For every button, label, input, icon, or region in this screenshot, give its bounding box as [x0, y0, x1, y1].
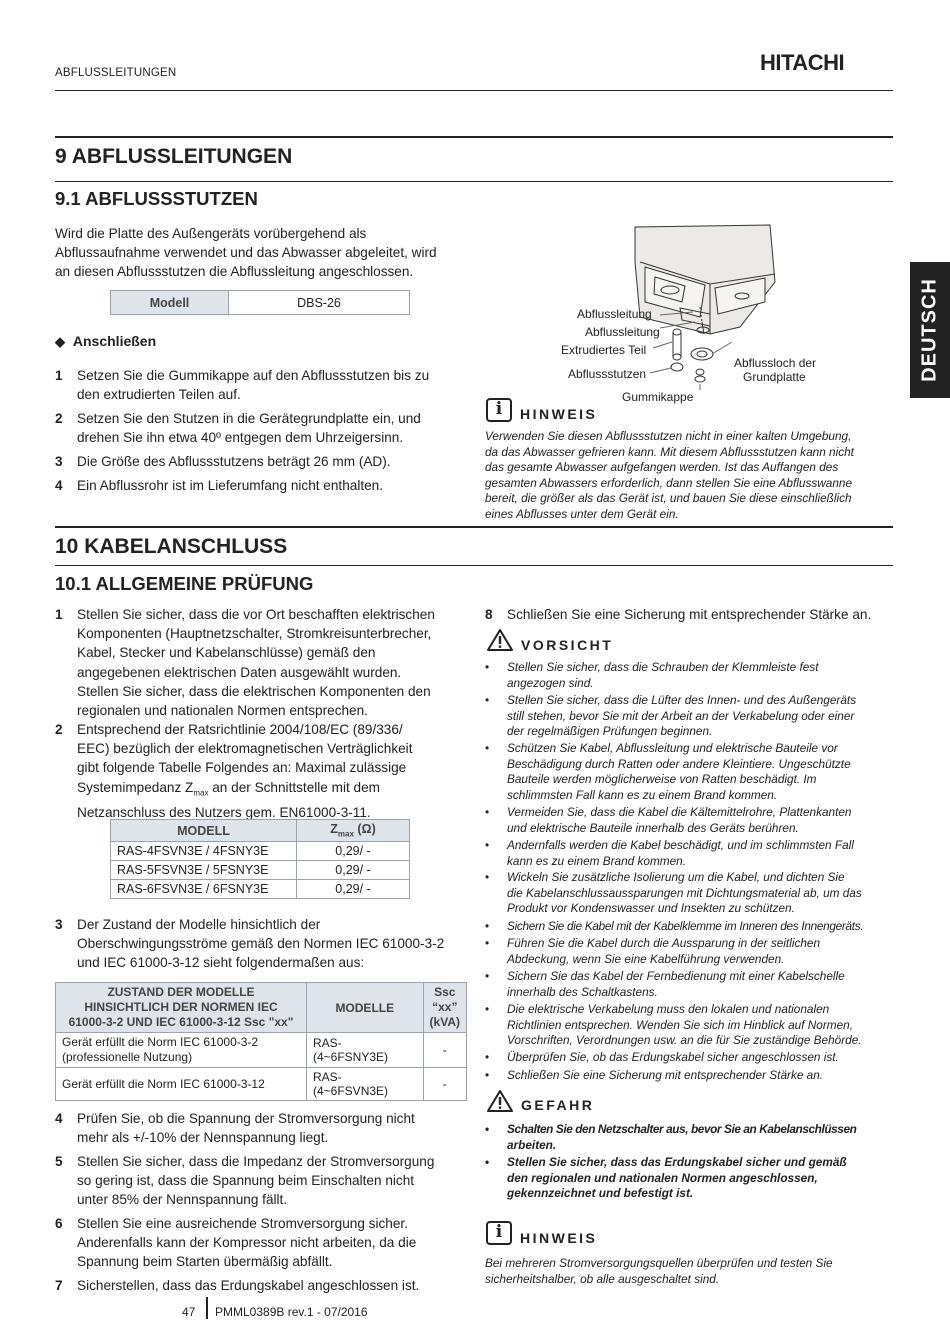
label-drain-pipe-2: Abflussleitung [585, 325, 660, 339]
intro-paragraph: Wird die Platte des Außengeräts vorübergehend als Abflussaufnahme verwendet und das Abwasser abgeleitet, wird an diesen Abflussstutzen die Abflussleitung angeschlossen. [55, 226, 437, 280]
table-header: MODELL [111, 820, 297, 842]
label-extruded-part: Extrudiertes Teil [561, 343, 647, 357]
section-10-1-title: 10.1 ALLGEMEINE PRÜFUNG [55, 573, 314, 594]
footer-divider [206, 1297, 208, 1319]
note-title: HINWEIS [520, 406, 598, 422]
danger-triangle-icon [486, 1089, 514, 1113]
language-tab: DEUTSCH [910, 262, 950, 398]
table-header: ZUSTAND DER MODELLE HINSICHTLICH DER NORMEN IEC 61000-3-2 UND IEC 61000-3-12 Ssc "xx" [56, 983, 307, 1033]
model-table [110, 290, 410, 315]
label-drain-nipple: Abflussstutzen [568, 367, 647, 381]
warning-triangle-icon [486, 628, 514, 652]
section-rule [55, 181, 893, 182]
section-rule [55, 136, 893, 138]
section-9-title: 9 ABFLUSSLEITUNGEN [55, 145, 293, 168]
label-rubber-cap: Gummikappe [622, 390, 694, 404]
running-header: ABFLUSSLEITUNGEN [55, 67, 177, 79]
model-value: DBS-26 [229, 291, 410, 315]
table-header: MODELLE [307, 983, 424, 1033]
model-header: Modell [111, 291, 229, 315]
diamond-bullet-icon: ◆ [55, 334, 65, 349]
section-rule [55, 526, 893, 528]
impedance-table [110, 819, 410, 899]
note-title: HINWEIS [520, 1230, 598, 1246]
info-icon [486, 1221, 512, 1245]
section-9-1-title: 9.1 ABFLUSSSTUTZEN [55, 188, 258, 209]
table-header: Ssc “xx” (kVA) [423, 983, 466, 1033]
info-icon [486, 398, 512, 422]
section-10-title: 10 KABELANSCHLUSS [55, 535, 288, 558]
table-row: Gerät erfüllt die Norm IEC 61000-3-2 (professionelle Nutzung) RAS-(4~6FSNY3E) - [56, 1033, 467, 1068]
hitachi-logo: HITACHI [760, 50, 845, 75]
table-row: RAS-4FSVN3E / 4FSNY3E 0,29/ - [111, 842, 410, 861]
caution-title: VORSICHT [521, 637, 614, 653]
table-row: Gerät erfüllt die Norm IEC 61000-3-12 RAS-(4~6FSVN3E) - [56, 1068, 467, 1101]
document-id: PMML0389B rev.1 - 07/2016 [215, 1305, 368, 1319]
danger-title: GEFAHR [521, 1097, 595, 1113]
label-drain-hole: Abflussloch der Grundplatte [734, 356, 817, 384]
table-row: RAS-6FSVN3E / 6FSNY3E 0,29/ - [111, 880, 410, 899]
harmonics-table [55, 982, 467, 1101]
note-text: Verwenden Sie diesen Abflussstutzen nicht in einer kalten Umgebung, da das Abwasser gefrieren kann. Mit diesem Abflussstutzen kann nicht das gesamte Abwasser aufgefangen werden. Ist das Auffangen des gesamten Abwassers erforderlich, dann stellen Sie eine Abflusswanne bereit, die größer als das Gerät ist, und bauen Sie diese einschließlich eines Abflusses unter dem Gerät ein. [485, 429, 854, 521]
label-drain-pipe-1: Abflussleitung [577, 307, 652, 321]
table-row: RAS-5FSVN3E / 5FSNY3E 0,29/ - [111, 861, 410, 880]
note-text: Bei mehreren Stromversorgungsquellen überprüfen und testen Sie sicherheitshalber, ob alle ausgeschaltet sind. [485, 1256, 833, 1286]
connect-heading: ◆ Anschließen [55, 333, 157, 349]
page-number: 47 [182, 1305, 196, 1319]
header-rule [55, 90, 893, 91]
table-header: $Z_{max}$ (Ω) [297, 820, 410, 842]
section-rule [55, 565, 893, 566]
